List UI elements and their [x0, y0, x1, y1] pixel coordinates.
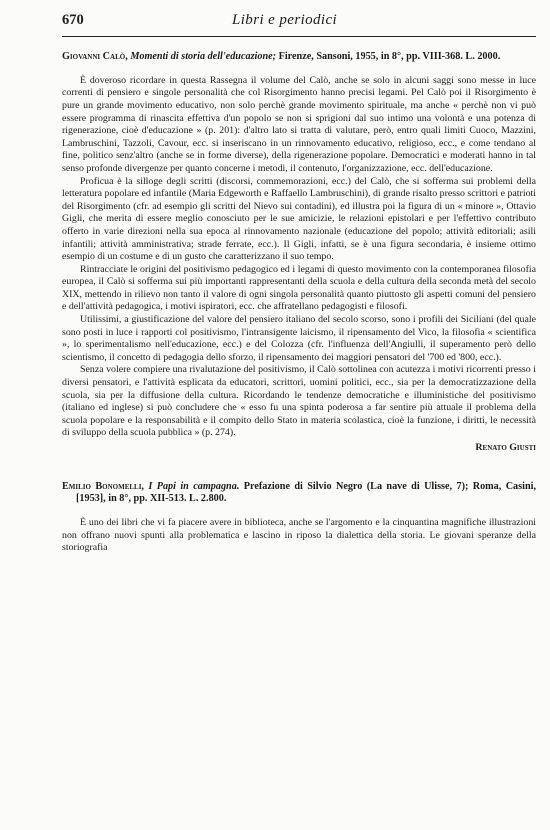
review-paragraph: Senza volere compiere una rivalutazione del positivismo, il Calò sottolinea con acutezza i motivi ricorrenti presso i diversi pensatori, e l'attività esplicata da educatori, scrittori, uomini politici, ecc., sia per la democratizzazione della scuola, sia per la diffusione della cultura. Ricordando le tendenze democratiche e illuministiche del positivismo (italiano ed inglese) si può concludere che « esso fu una spinta poderosa a far sentire più attuale il problema della scuola popolare e la responsabilità e il compito dello Stato in materia scolastica, cioè la funzione, i diritti, le necessità di sviluppo della scuola pubblica » (p. 274).: [62, 364, 536, 439]
review-paragraph: È uno dei libri che vi fa piacere avere in biblioteca, anche se l'argomento e la cinquantina magnifiche illustrazioni non offrano nuovi spunti alla problematica e lascino in riposo la dialettica della storia. Le giovani speranze della storiografia: [62, 517, 536, 554]
review-publication-details: Firenze, Sansoni, 1955, in 8°, pp. VIII-368. L. 2000.: [276, 51, 501, 62]
review-paragraph: Utilissimi, a giustificazione del valore del pensiero italiano del secolo scorso, sono i profili dei Siciliani (del quale sono posti in luce i rapporti col positivismo, l'intransigente laicismo, il ripensamento del Vico, la filosofia « scientifica », lo sperimentalismo nell'educazione, ecc.) e del Colozza (cfr. l'influenza dell'Angiulli, il superamento però dello scientismo, il concetto di pedagogia dello sforzo, il ripensamento dei maggiori pensatori del '700 ed '800, ecc.).: [62, 314, 536, 363]
review-citation: [62, 481, 536, 507]
review-author: Emilio Bonomelli,: [62, 480, 144, 492]
review-citation: [62, 51, 536, 64]
review-work-title: Momenti di storia dell'educazione;: [130, 51, 277, 62]
review-publication-details: Prefazione di Silvio Negro (La nave di Ulisse, 7); Roma, Casini, [1953], in 8°, pp. XII-513. L. 2.800.: [76, 480, 536, 505]
reviewer-signature: Renato Giusti: [475, 442, 536, 454]
review-author: Giovanni Calò,: [62, 51, 128, 62]
review-work-title: I Papi in campagna.: [148, 480, 240, 492]
review-paragraph: È doveroso ricordare in questa Rassegna il volume del Calò, anche se solo in alcuni saggi sono messe in luce correnti di pensiero e singole personalità che col Risorgimento hanno precisi legami. Pel Calò poi il Risorgimento è pure un grande movimento educativo, non solo perchè grande movimento spirituale, ma anche « perchè non vi può essere programma di rinascita effettiva d'un popolo se non si sprigioni dal suo intimo una volontà e una potenza di rigenerazione, cioè d'educazione » (p. 201): d'altro lato si tratta di valutare, però, entro quali limiti Cuoco, Mazzini, Lambruschini, Tazzoli, Cavour, ecc. si inseriscano in un rinnovamento educativo, religioso, ecc., e come tendano al fine, politico senz'altro (anche se in forme diverse), della rigenerazione popolare. Democratici e moderati hanno in tal senso profonde divergenze per quanto concerne i metodi, il contenuto, l'organizzazione, ecc. dell'educazione.: [62, 74, 536, 174]
running-header: [62, 12, 536, 37]
review-paragraph: Proficua è la silloge degli scritti (discorsi, commemorazioni, ecc.) del Calò, che si sofferma sui problemi della letteratura popolare ed infantile (Maria Edgeworth e Raffaello Lambruschini), di grande risalto presso scrittori e patrioti del Risorgimento (cfr. ad esempio gli scritti del Nievo sui contadini), ed illustra poi la figura di un « minore », Ottavio Gigli, che merita di essere meglio conosciuto per le sue amicizie, le relazioni epistolari e per l'effettivo contributo offerto in varie direzioni nella sua epoca al rinnovamento nazionale (educazione del popolo; attività editoriali; asili infantili; attività amministrativa; strade ferrate, ecc.). Il Gigli, infatti, se è una figura secondaria, è insieme ottimo esempio di un costume e di un gusto che caratterizzano il suo tempo.: [62, 175, 536, 263]
review-paragraph: Rintracciate le origini del positivismo pedagogico ed i legami di questo movimento con la contemporanea filosofia europea, il Calò si sofferma sui più importanti rappresentanti della scuola e della cultura della seconda metà del secolo XIX, mettendo in rilievo non tanto il valore di ogni singola personalità quanto piuttosto gli aspetti comuni del pensiero e dell'attività pedagogica, i motivi ispiratori, ecc. che affratellano pedagogisti e filosofi.: [62, 263, 536, 313]
page-number: 670: [62, 12, 84, 28]
book-review-bonomelli: [62, 481, 536, 555]
book-review-calo: [62, 51, 536, 455]
running-title: Libri e periodici: [232, 12, 338, 28]
